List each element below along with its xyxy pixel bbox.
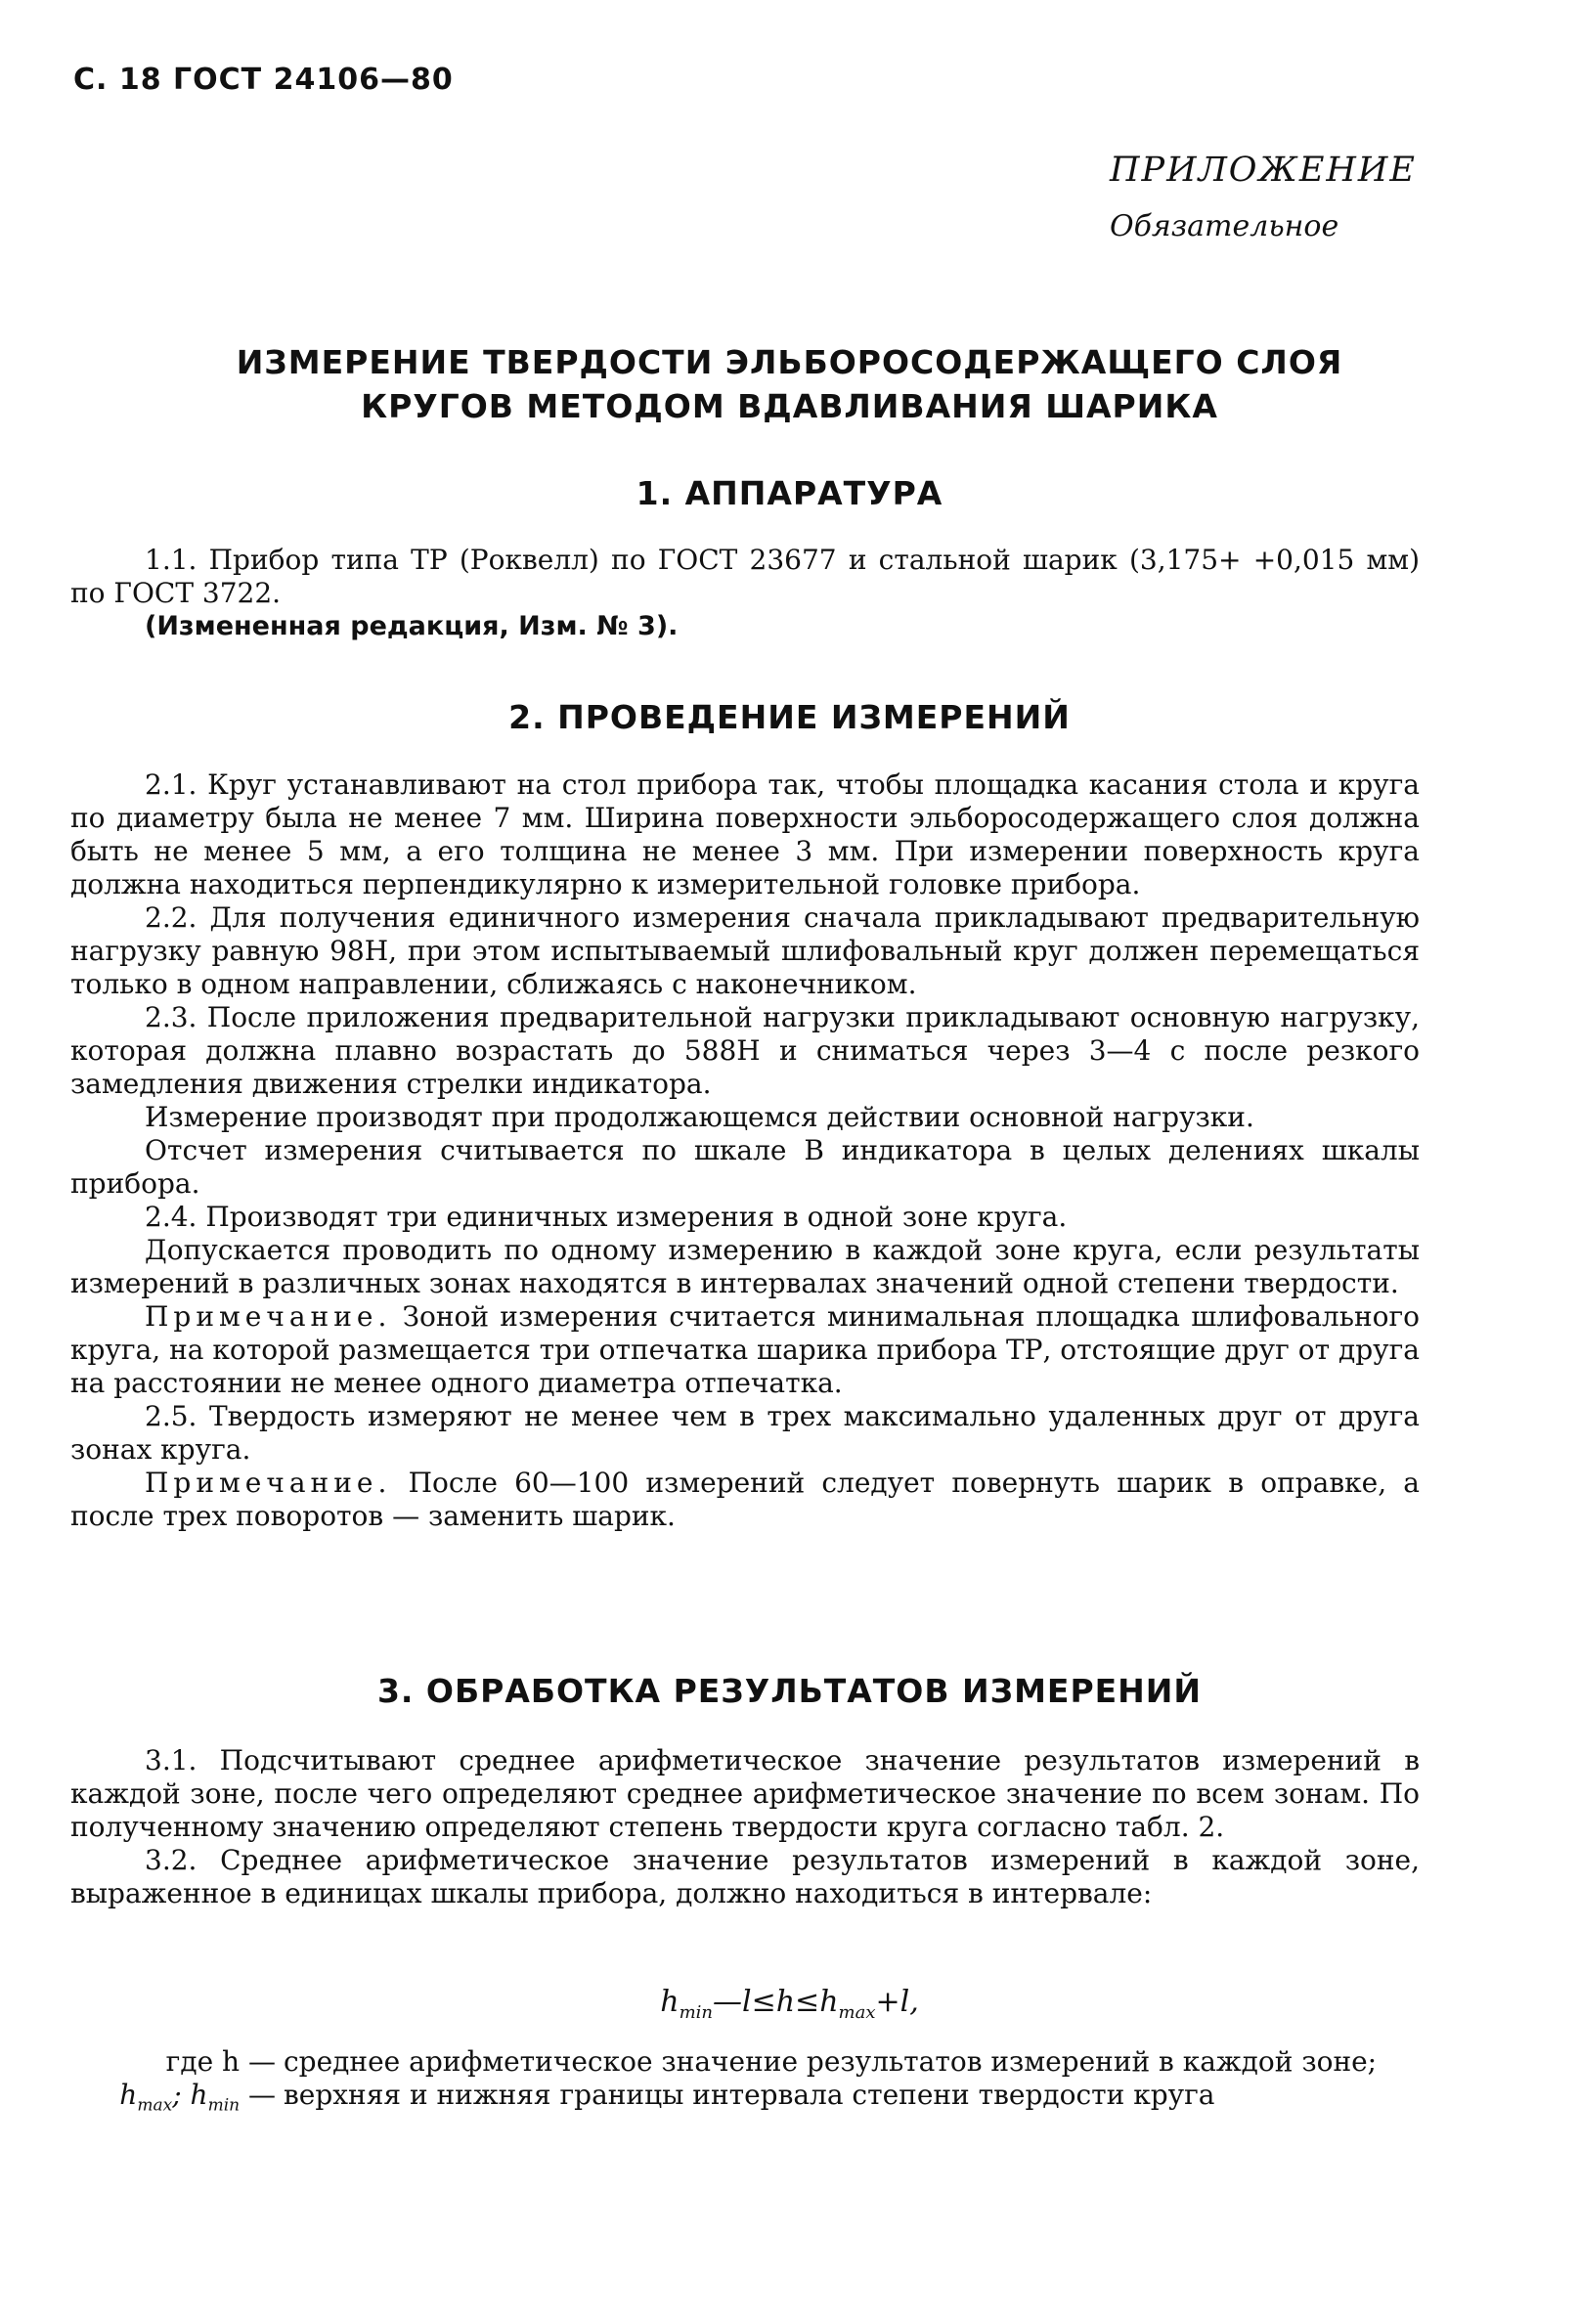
section-3-body (70, 1744, 1420, 1910)
definition-h-term: где h — (165, 2045, 276, 2078)
section-2-body (70, 768, 1420, 1533)
edit-note: (Измененная редакция, Изм. № 3). (145, 611, 679, 641)
document-title (0, 340, 1579, 428)
section-1-body (70, 544, 1420, 643)
definition-hmax-hmin-text: верхняя и нижняя границы интервала степени твердости круга (284, 2079, 1215, 2111)
paragraph-3-2: 3.2. Среднее арифметическое значение результатов измерений в каждой зоне, выраженное в единицах шкалы прибора, должно находиться в интервале: (70, 1844, 1420, 1909)
paragraph-2-3-c: Отсчет измерения считывается по шкале В индикатора в целых делениях шкалы прибора. (70, 1134, 1420, 1200)
paragraph-2-4: 2.4. Производят три единичных измерения в одной зоне круга. (145, 1201, 1068, 1233)
note-2 (70, 1467, 1420, 1533)
note-1-label: Примечание. (145, 1300, 392, 1333)
appendix-title: ПРИЛОЖЕНИЕ (1110, 151, 1417, 190)
page-header-code: С. 18 ГОСТ 24106—80 (73, 63, 454, 97)
paragraph-2-1: 2.1. Круг устанавливают на стол прибора так, чтобы площадка касания стола и круга по диаметру была не менее 7 мм. Ширина поверхности эльборосодержащего слоя должна быть не менее 5 мм, а его толщина не менее 3 мм. При измерении поверхность круга должна находиться перпендикулярно к измерительной головке прибора. (70, 768, 1420, 900)
definition-h (70, 2045, 1420, 2079)
appendix-type: Обязательное (1110, 209, 1339, 243)
title-line-1: ИЗМЕРЕНИЕ ТВЕРДОСТИ ЭЛЬБОРОСОДЕРЖАЩЕГО СЛОЯ (236, 343, 1343, 381)
paragraph-2-5: 2.5. Твердость измеряют не менее чем в трех максимально удаленных друг от друга зонах круга. (70, 1400, 1420, 1466)
note-2-text: После 60—100 измерений следует повернуть шарик в оправке, а после трех поворотов — заменить шарик. (70, 1467, 1420, 1532)
note-2-label: Примечание. (145, 1467, 392, 1499)
variable-definitions (70, 2045, 1420, 2123)
definition-hmax-hmin-term: $h_{max}$; $h_{min}$ — (119, 2079, 276, 2116)
title-line-2: КРУГОВ МЕТОДОМ ВДАВЛИВАНИЯ ШАРИКА (361, 387, 1218, 425)
interval-formula: $h_{min}—l\le h\le h_{max}+l$, (660, 1985, 919, 2023)
paragraph-1-1: 1.1. Прибор типа ТР (Роквелл) по ГОСТ 23677 и стальной шарик (3,175+ +0,015 мм) по ГОСТ 3722. (70, 544, 1420, 609)
paragraph-2-4-b: Допускается проводить по одному измерению в каждой зоне круга, если результаты измерений в различных зонах находятся в интервалах значений одной степени твердости. (70, 1234, 1420, 1299)
appendix-label (1110, 151, 1417, 243)
paragraph-2-3: 2.3. После приложения предварительной нагрузки прикладывают основную нагрузку, которая должна плавно возрастать до 588Н и сниматься через 3—4 с после резкого замедления движения стрелки индикатора. (70, 1001, 1420, 1100)
definition-hmax-hmin (70, 2079, 1420, 2123)
section-1-heading: 1. АППАРАТУРА (636, 474, 943, 512)
paragraph-2-3-b: Измерение производят при продолжающемся действии основной нагрузки. (145, 1101, 1254, 1133)
section-2-heading: 2. ПРОВЕДЕНИЕ ИЗМЕРЕНИЙ (508, 698, 1071, 736)
section-3-heading: 3. ОБРАБОТКА РЕЗУЛЬТАТОВ ИЗМЕРЕНИЙ (376, 1672, 1203, 1710)
note-1 (70, 1300, 1420, 1400)
paragraph-2-2: 2.2. Для получения единичного измерения сначала прикладывают предварительную нагрузку равную 98Н, при этом испытываемый шлифовальный круг должен перемещаться только в одном направлении, сближаясь с наконечником. (70, 901, 1420, 1000)
note-1-text: Зоной измерения считается минимальная площадка шлифовального круга, на которой размещается три отпечатка шарика прибора ТР, отстоящие друг от друга на расстоянии не менее одного диаметра отпечатка. (70, 1300, 1420, 1399)
definition-h-text: среднее арифметическое значение результатов измерений в каждой зоне; (284, 2045, 1378, 2078)
paragraph-3-1: 3.1. Подсчитывают среднее арифметическое значение результатов измерений в каждой зоне, после чего определяют среднее арифметическое значение по всем зонам. По полученному значению определяют степень твердости круга согласно табл. 2. (70, 1744, 1420, 1843)
